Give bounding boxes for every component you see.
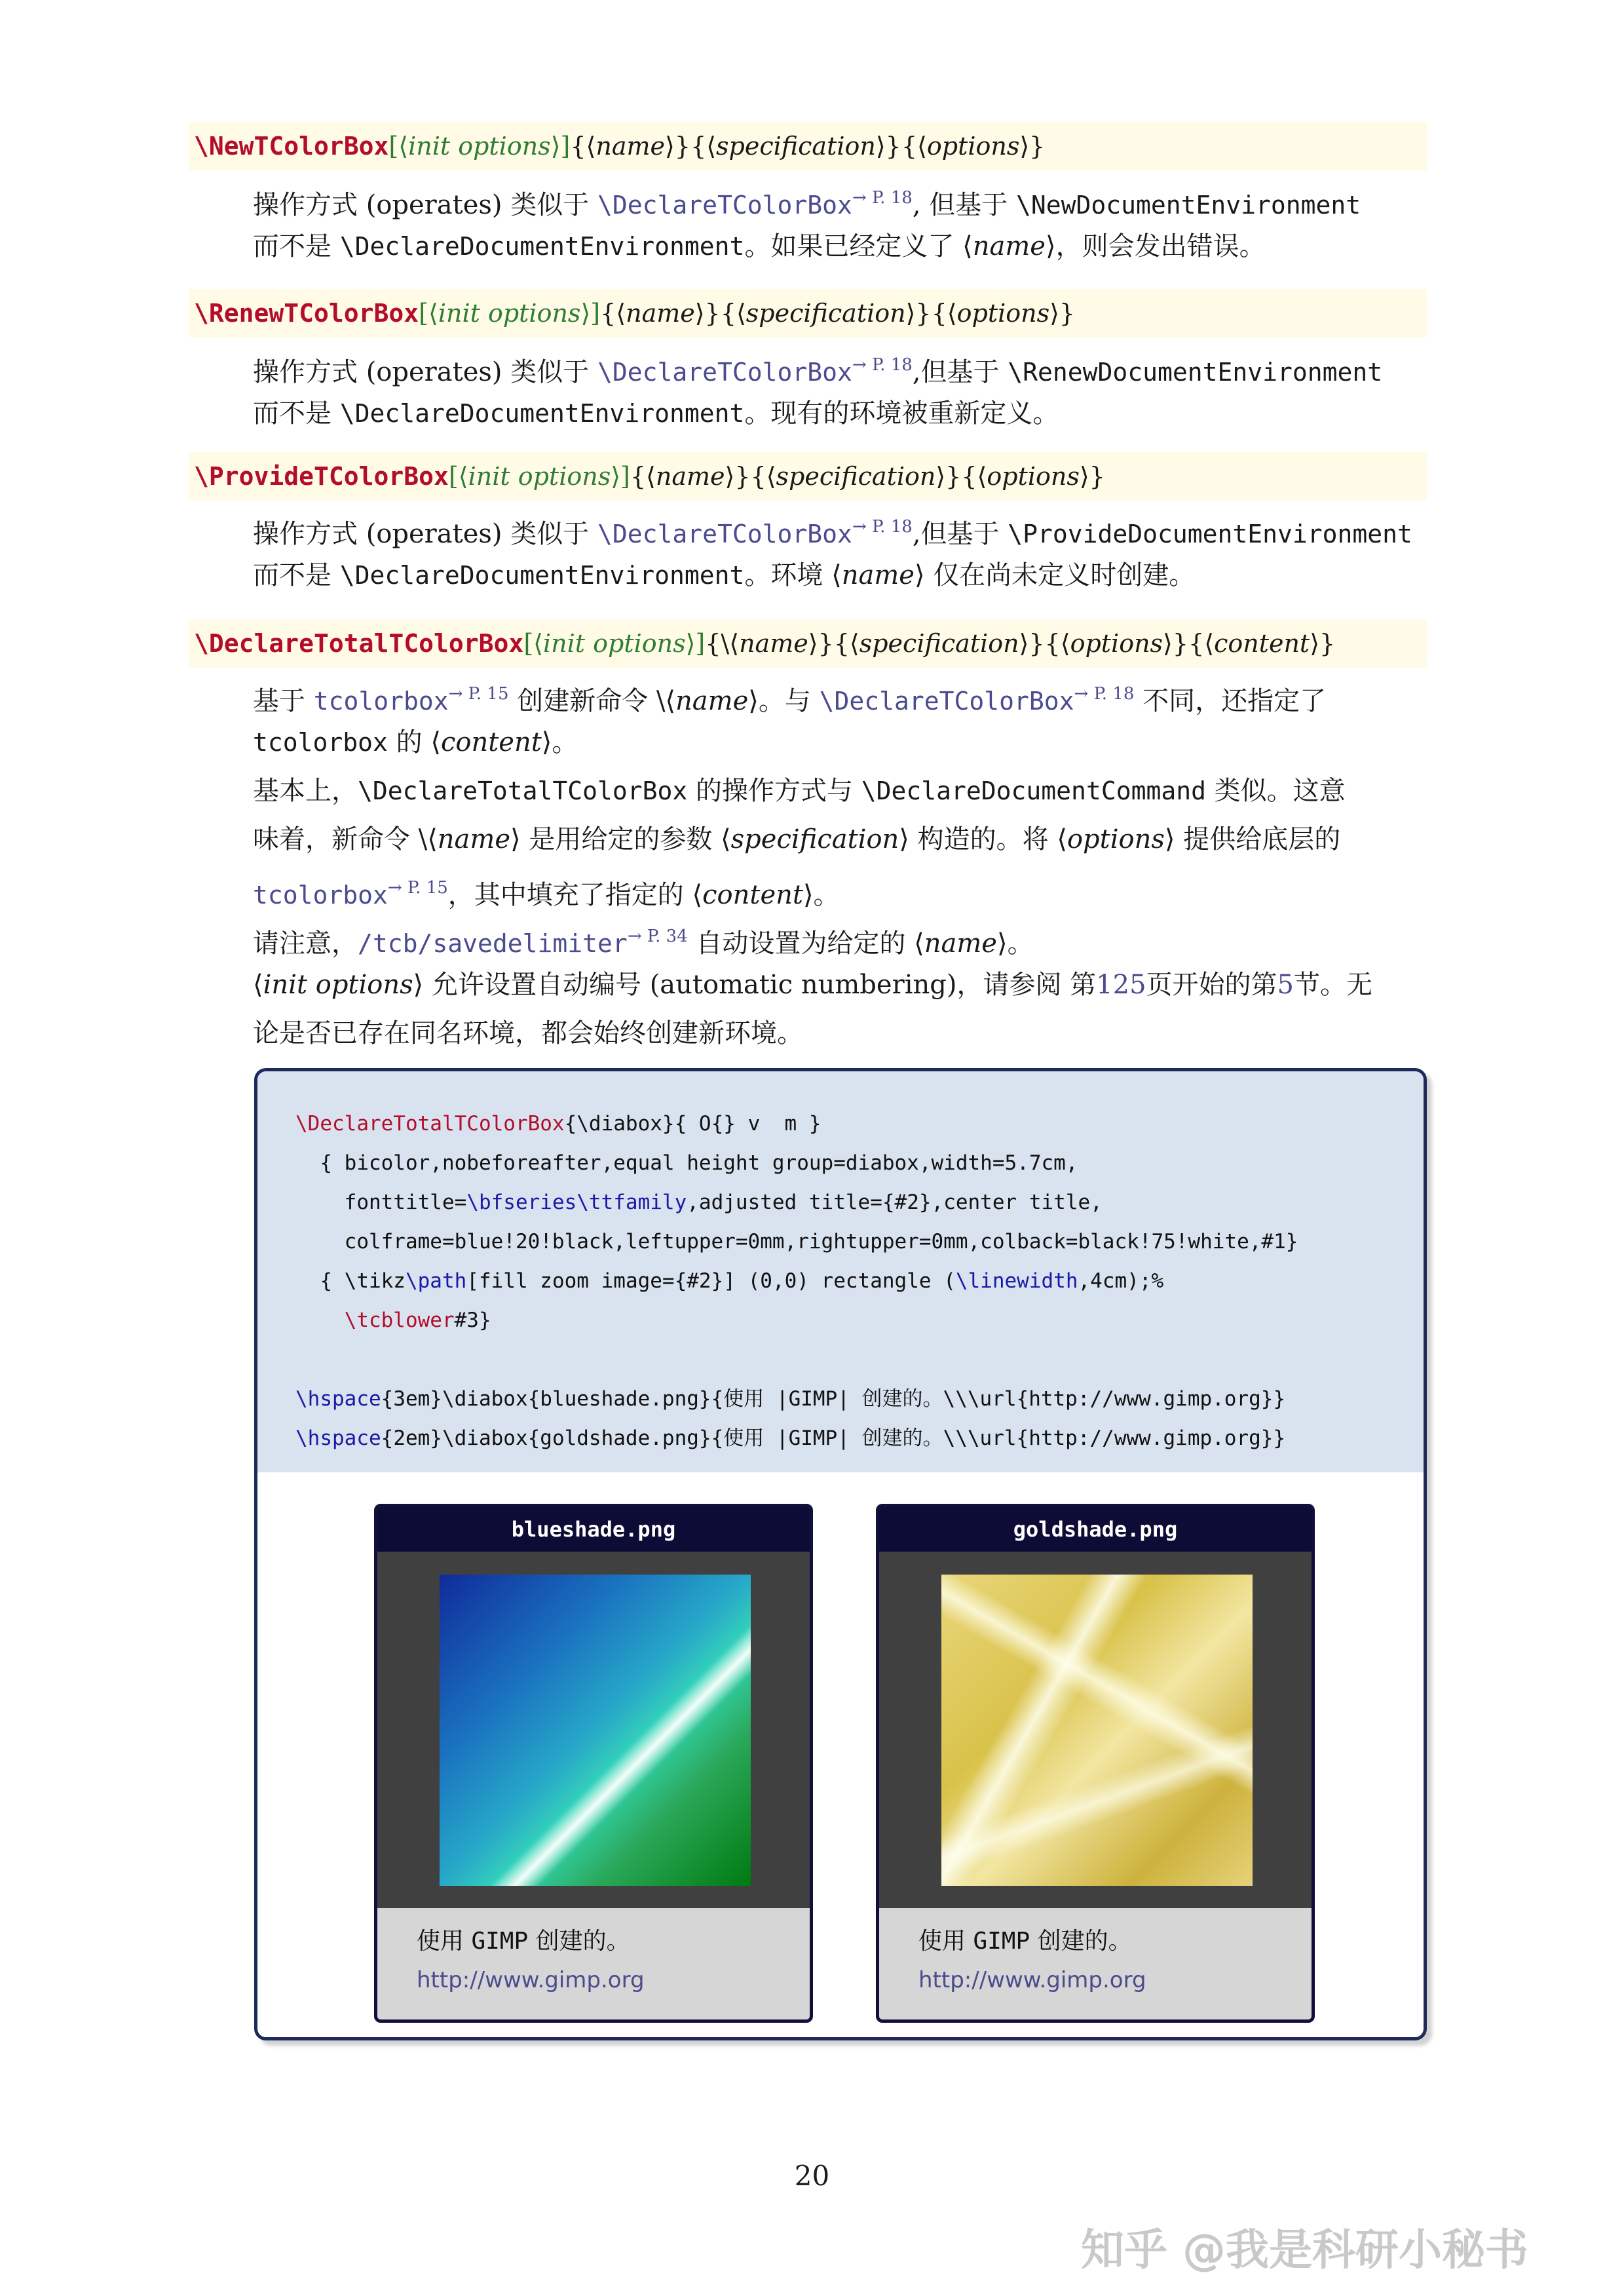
command-description-line: 而不是 \DeclareDocumentEnvironment。如果已经定义了 ⟨name⟩，则会发出错误。 [253,231,1266,261]
page-reference[interactable]: → P. 18 [852,355,913,375]
watermark: 知乎 @我是科研小秘书 [1081,2225,1528,2275]
diabox-caption: 使用 GIMP 创建的。 [417,1928,630,1955]
page-reference[interactable]: → P. 18 [852,188,913,208]
cross-reference-link[interactable]: \DeclareTColorBox [597,191,852,220]
gimp-url-link[interactable]: http://www.gimp.org [417,1967,645,1993]
section-link[interactable]: 5 [1277,970,1294,1000]
gimp-url-link[interactable]: http://www.gimp.org [918,1967,1146,1993]
command-description-line: 而不是 \DeclareDocumentEnvironment。现有的环境被重新定义。 [253,398,1059,429]
code-line: \hspace{2em}\diabox{goldshade.png}{使用 |GIMP| 创建的。\\\url{http://www.gimp.org}} [295,1426,1286,1450]
description-line: ⟨init options⟩ 允许设置自动编号 (automatic numbering)，请参阅 第125页开始的第5节。无 [253,970,1372,1000]
diabox-lower [879,1908,1312,2023]
page-reference[interactable]: → P. 18 [852,517,913,537]
code-line: \DeclareTotalTColorBox{\diabox}{ O{} v m } [295,1112,821,1136]
diabox-caption: 使用 GIMP 创建的。 [918,1928,1132,1955]
code-line: fonttitle=\bfseries\ttfamily,adjusted title={#2},center title, [295,1191,1103,1214]
page-reference[interactable]: → P. 34 [627,927,688,946]
command-signature-newtcolorbox: \NewTColorBox[⟨init options⟩]{⟨name⟩}{⟨specification⟩}{⟨options⟩} [189,122,1427,170]
code-line: \hspace{3em}\diabox{blueshade.png}{使用 |GIMP| 创建的。\\\url{http://www.gimp.org}} [295,1387,1286,1411]
code-listing [257,1071,1424,1472]
description-line: 论是否已存在同名环境，都会始终创建新环境。 [253,1018,803,1048]
command-signature-providetcolorbox: \ProvideTColorBox[⟨init options⟩]{⟨name⟩}{⟨specification⟩}{⟨options⟩} [189,452,1427,501]
description-line: tcolorbox 的 ⟨content⟩。 [253,727,578,757]
command-signature-declaretotaltcolorbox: \DeclareTotalTColorBox[⟨init options⟩]{\⟨name⟩}{⟨specification⟩}{⟨options⟩}{⟨content⟩} [189,619,1427,668]
command-name: \NewTColorBox [194,132,389,161]
cross-reference-link[interactable]: \DeclareTColorBox [819,687,1074,716]
example-box [254,1068,1427,2040]
diabox-goldshade [876,1504,1315,2023]
diabox-title: goldshade.png [879,1507,1312,1552]
cross-reference-link[interactable]: /tcb/savedelimiter [358,929,628,958]
code-line: colframe=blue!20!black,leftupper=0mm,rightupper=0mm,colback=black!75!white,#1} [295,1230,1298,1253]
page-reference[interactable]: → P. 15 [448,684,509,704]
code-line: { bicolor,nobeforeafter,equal height group=diabox,width=5.7cm, [295,1151,1078,1175]
command-description-line: 操作方式 (operates) 类似于 \DeclareTColorBox$^{\to P. 18}$,但基于 \ProvideDocumentEnvironment [253,517,1412,549]
command-signature-renewtcolorbox: \RenewTColorBox[⟨init options⟩]{⟨name⟩}{⟨specification⟩}{⟨options⟩} [189,289,1427,337]
cross-reference-link[interactable]: \DeclareTColorBox [597,520,852,548]
code-line: { \tikz\path[fill zoom image={#2}] (0,0) rectangle (\linewidth,4cm);% [295,1269,1164,1293]
diabox-blueshade [374,1504,813,2023]
description-line: 请注意，/tcb/savedelimiter$^{\to P. 34}$ 自动设置为给定的 ⟨name⟩。 [253,927,1034,959]
cross-reference-link[interactable]: tcolorbox [253,881,388,909]
goldshade-image [941,1575,1253,1886]
page-link[interactable]: 125 [1096,970,1146,1000]
code-line: \tcblower#3} [344,1309,491,1332]
description-line: 基于 tcolorbox$^{\to P. 15}$ 创建新命令 \⟨name⟩。与 \DeclareTColorBox$^{\to P. 18}$ 不同，还指定了 [253,684,1327,716]
description-line: 基本上，\DeclareTotalTColorBox 的操作方式与 \DeclareDocumentCommand 类似。这意 [253,776,1346,806]
command-description-line: 操作方式 (operates) 类似于 \DeclareTColorBox$^{\to P. 18}$,但基于 \RenewDocumentEnvironment [253,355,1383,387]
cross-reference-link[interactable]: tcolorbox [313,687,449,716]
command-name: \ProvideTColorBox [194,462,449,491]
command-name: \DeclareTotalTColorBox [194,629,524,658]
description-line: tcolorbox$^{\to P. 15}$，其中填充了指定的 ⟨content⟩。 [253,878,840,910]
command-name: \RenewTColorBox [194,299,419,328]
page-reference[interactable]: → P. 15 [387,878,448,898]
page-reference[interactable]: → P. 18 [1074,684,1135,704]
description-line: 味着，新命令 \⟨name⟩ 是用给定的参数 ⟨specification⟩ 构造的。将 ⟨options⟩ 提供给底层的 [253,824,1341,854]
command-description-line: 操作方式 (operates) 类似于 \DeclareTColorBox$^{\to P. 18}$, 但基于 \NewDocumentEnvironment [253,188,1361,220]
page-number: 20 [794,2160,830,2192]
blueshade-image [440,1575,751,1886]
diabox-title: blueshade.png [377,1507,810,1552]
diabox-lower [377,1908,810,2023]
command-description-line: 而不是 \DeclareDocumentEnvironment。环境 ⟨name⟩ 仅在尚未定义时创建。 [253,560,1196,590]
cross-reference-link[interactable]: \DeclareTColorBox [597,358,852,387]
